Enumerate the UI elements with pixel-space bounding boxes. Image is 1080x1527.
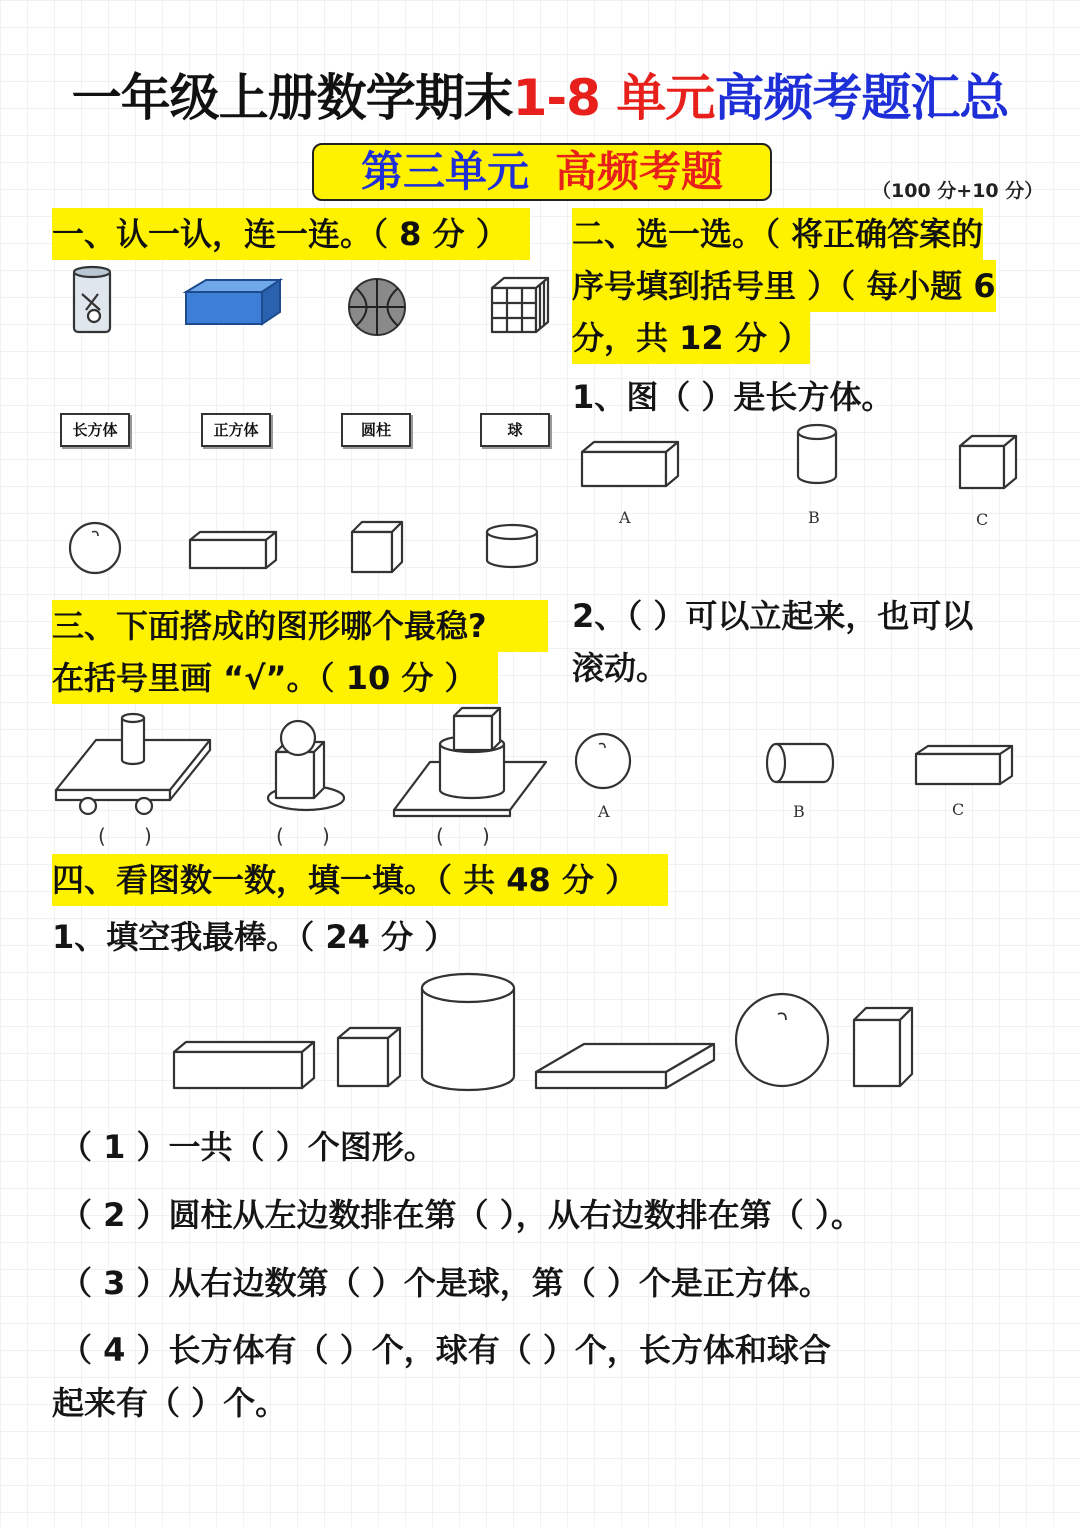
unit-sub: 高频考题 (555, 147, 724, 196)
section2-heading-line3: 分，共 12 分 ） (572, 312, 810, 364)
row-cube-1-icon (336, 1026, 404, 1090)
blue-box-icon (184, 278, 284, 328)
q2-option-a-letter: A (598, 802, 610, 821)
section4-q4-line1: （ 4 ）长方体有（ ）个，球有（ ）个，长方体和球合 (60, 1331, 831, 1369)
structure2-answer-blank[interactable]: ( ) (276, 824, 330, 848)
section4-q4-line2: 起来有（ ）个。 (52, 1384, 288, 1422)
row-upright-cuboid-icon (852, 1006, 916, 1090)
cuboid-outline-icon (186, 530, 280, 572)
section2-heading (572, 208, 996, 364)
q1-option-b-letter: B (808, 508, 820, 527)
section4-q2: （ 2 ）圆柱从左边数排在第（ ），从右边数排在第（ ）。 (60, 1196, 863, 1234)
q2-option-a-sphere-icon (574, 732, 634, 792)
section4-q3: （ 3 ）从右边数第（ ）个是球，第（ ）个是正方体。 (60, 1264, 831, 1302)
unit-label: 第三单元 (360, 147, 529, 196)
sphere-outline-icon (68, 520, 124, 576)
q2-option-b-letter: B (793, 802, 805, 821)
cube-outline-icon (350, 520, 406, 576)
section1-heading: 一、认一认，连一连。（ 8 分 ） (52, 208, 530, 260)
q2-option-c-cuboid-icon (914, 744, 1016, 788)
title-part-1: 一年级上册数学期末 (71, 69, 513, 127)
structure-cube-on-cylinder-icon (390, 702, 550, 818)
section3-heading-line2: 在括号里画 “√”。（ 10 分 ） (52, 652, 498, 704)
section2-q2-line1: 2、（ ）可以立起来，也可以 (572, 597, 974, 635)
label-cube: 正方体 (201, 413, 271, 447)
q1-option-c-cube-icon (958, 434, 1020, 492)
q1-option-b-cylinder-icon (796, 422, 840, 488)
title-part-3: 高频考题汇总 (714, 69, 1009, 127)
row-sphere-icon (734, 992, 832, 1090)
rubiks-cube-icon (488, 274, 552, 338)
section2-q1: 1、图（ ）是长方体。 (572, 378, 894, 416)
section2-heading-line1: 二、选一选。（ 将正确答案的 (572, 208, 983, 260)
q1-option-a-letter: A (619, 508, 631, 527)
row-cuboid-1-icon (172, 1040, 318, 1092)
basketball-icon (346, 276, 408, 338)
unit-banner (312, 143, 772, 201)
page-title (0, 58, 1080, 130)
section2-q2-line2: 滚动。 (572, 649, 669, 687)
structure-cylinder-on-cart-icon (54, 710, 214, 816)
section2-q2 (572, 590, 973, 694)
q2-option-c-letter: C (952, 800, 965, 819)
section4-q1: （ 1 ）一共（ ）个图形。 (60, 1128, 436, 1166)
row-flat-cuboid-icon (534, 1040, 718, 1094)
cylinder-outline-icon (484, 524, 540, 570)
label-sphere: 球 (480, 413, 550, 447)
section4-sub-heading: 1、填空我最棒。（ 24 分 ） (52, 918, 457, 956)
section2-heading-line2: 序号填到括号里 ）（ 每小题 6 (572, 260, 996, 312)
total-score: （100 分+10 分） (872, 180, 1044, 202)
structure1-answer-blank[interactable]: ( ) (98, 824, 152, 848)
title-part-2: 1-8 单元 (512, 69, 715, 127)
structure3-answer-blank[interactable]: ( ) (436, 824, 490, 848)
q2-option-b-lying-cylinder-icon (766, 742, 836, 784)
shuttlecock-tube-icon (70, 264, 120, 336)
label-cylinder: 圆柱 (341, 413, 411, 447)
q1-option-c-letter: C (976, 510, 989, 529)
structure-ball-on-cube-icon (262, 716, 346, 814)
section3-heading-line1: 三、下面搭成的图形哪个最稳? (52, 600, 548, 652)
section4-heading: 四、看图数一数，填一填。（ 共 48 分 ） (52, 854, 668, 906)
section3-heading (52, 600, 548, 704)
row-cylinder-icon (418, 972, 518, 1094)
q1-option-a-cuboid-icon (580, 440, 682, 490)
label-cuboid: 长方体 (60, 413, 130, 447)
